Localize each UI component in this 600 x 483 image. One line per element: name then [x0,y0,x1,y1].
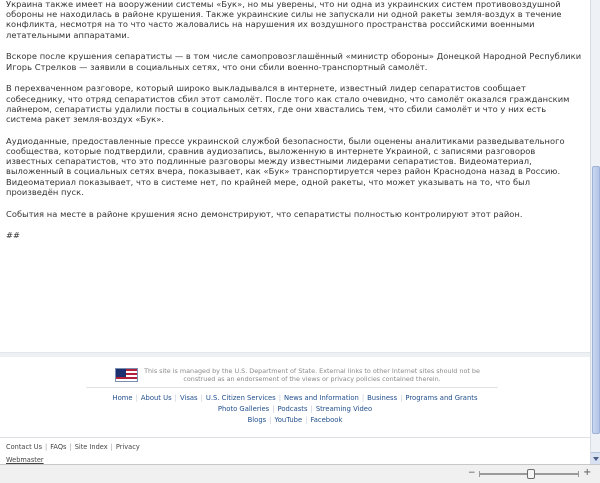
slider-tick [578,471,579,477]
footer-nav-link-home[interactable]: Home [112,394,133,402]
footer-link-faqs[interactable]: FAQs [50,443,67,451]
footer-link-privacy[interactable]: Privacy [115,443,140,451]
article-paragraph: Украина также имеет на вооружении системы «Бук», но мы уверены, что ни одна из украинских систем противовоздушной обороны не находилась в районе крушения. Также украинские силы не запускали ни одной ракеты земля-воздух в течение конфликта, несмотря на то что часто жаловались на нарушения их воздушного пространства российскими военными летательными аппаратами. [6,0,562,40]
link-separator: | [200,394,203,402]
article-paragraph: Аудиоданные, предоставленные прессе украинской службой безопасности, были оценены аналитиками разведывательного сообщества, которые подтвердили, сравнив аудиозапись, выложенную в интернете Украиной, с записями разговоров известных сепаратистов, что это подлинные разговоры между известными лидерами сепаратистов. Видеоматериал, выложенный в социальных сетях вчера, показывает, как «Бук» транспортируется через район Краснодона назад в Россию. Видеоматериал показывает, что в системе нет, по крайней мере, одной ракеты, что может указывать на то, что был произведён пуск. [6,135,565,197]
end-mark: ## [6,230,20,241]
footer-nav-link-news-and-information[interactable]: News and Information [284,394,359,402]
footer-nav-link-programs-and-grants[interactable]: Programs and Grants [405,394,478,402]
footer-utility-links [6,443,140,451]
article-paragraph: События на месте в районе крушения ясно демонстрируют, что сепаратисты полностью контролируют этот район. [6,208,523,219]
slider-tick [479,471,480,477]
link-separator: | [278,394,282,402]
link-separator: | [269,415,272,424]
link-separator: | [174,394,177,402]
article-paragraph: В перехваченном разговоре, который широко выкладывался в интернете, известный лидер сепаратистов сообщает собеседнику, что отряд сепаратистов сбил этот самолёт. После того как стало очевидно, что самолёт оказался гражданским лайнером, сепаратисты удалили посты в социальных сетях, где они хвастались тем, что сбили самолёт и что у них есть система ракет земля-воздух «Бук». [6,83,570,125]
footer-nav-link-about-us[interactable]: About Us [140,394,172,402]
footer-nav-link-visas[interactable]: Visas [179,394,198,402]
footer-link-site-index[interactable]: Site Index [74,443,108,451]
disclaimer-text: This site is managed by the U.S. Department of State. External links to other Internet sites should not be construed as an endorsement of the views or privacy policies contained therein. [144,367,480,383]
footer-nav-link-blogs[interactable]: Blogs [247,415,267,424]
link-separator: | [45,443,48,451]
chevron-down-icon [593,457,599,461]
link-separator: | [135,394,138,402]
browser-status-bar [0,464,600,483]
footer-nav-row [0,404,590,415]
article-body [6,0,590,241]
link-separator: | [272,404,275,413]
link-separator: | [400,394,403,402]
footer-nav-link-youtube[interactable]: YouTube [274,415,303,424]
zoom-slider-thumb[interactable] [527,469,535,479]
link-separator: | [305,415,308,424]
state-department-block [0,357,590,387]
us-flag-icon [115,368,138,382]
footer-nav-link-u-s-citizen-services[interactable]: U.S. Citizen Services [205,394,276,402]
link-separator: | [310,404,313,413]
footer-nav-link-facebook[interactable]: Facebook [310,415,343,424]
link-separator: | [361,394,365,402]
divider [86,387,498,388]
footer-nav-link-business[interactable]: Business [367,394,398,402]
site-footer [0,438,590,464]
scroll-down-button[interactable] [591,452,600,464]
link-separator: | [110,443,113,451]
footer-link-contact-us[interactable]: Contact Us [6,443,43,451]
scrollbar-thumb[interactable] [592,166,600,434]
footer-nav-link-podcasts[interactable]: Podcasts [277,404,308,413]
zoom-out-button[interactable]: − [468,468,476,478]
footer-nav-link-streaming-video[interactable]: Streaming Video [315,404,373,413]
zoom-slider[interactable] [479,473,579,475]
footer-nav-row [0,415,590,426]
link-separator: | [69,443,72,451]
zoom-in-button[interactable]: + [583,467,592,478]
vertical-scrollbar[interactable] [590,0,600,464]
footer-nav-link-photo-galleries[interactable]: Photo Galleries [217,404,270,413]
article-paragraph: Вскоре после крушения сепаратисты — в том числе самопровозглашённый «министр обороны» Донецкой Народной Республики Игорь Стрелков — заявили в социальных сетях, что они сбили военно-транспортный самолёт. [6,51,582,72]
footer-nav-row [0,393,590,404]
footer-navigation [0,393,590,425]
footer-link-webmaster[interactable]: Webmaster [6,456,44,464]
